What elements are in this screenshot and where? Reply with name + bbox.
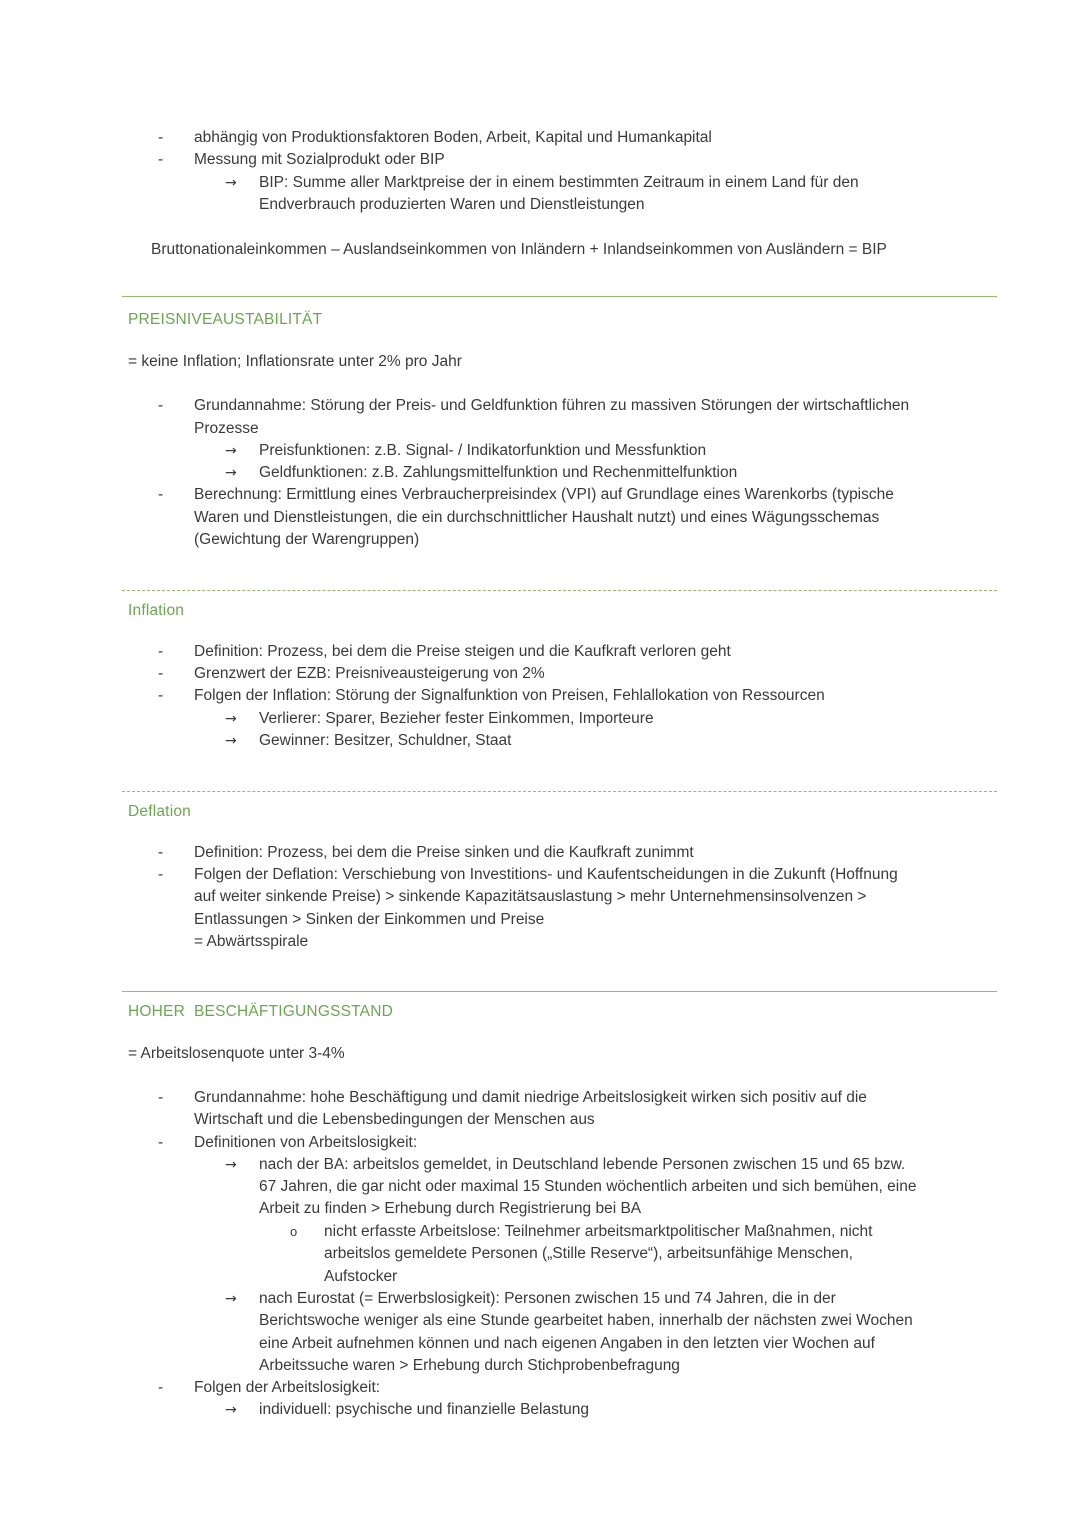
bullet-dash: - xyxy=(158,665,164,682)
preis-definition: = keine Inflation; Inflationsrate unter 2% pro Jahr xyxy=(128,353,462,370)
bullet-dash: - xyxy=(158,1089,164,1106)
heading-inflation: Inflation xyxy=(128,602,185,619)
beschaeftigung-bullet-3: Folgen der Arbeitslosigkeit: xyxy=(194,1379,381,1396)
beschaeftigung-arrow-3: individuell: psychische und finanzielle Belastung xyxy=(259,1401,590,1418)
preis-arrow-1: Preisfunktionen: z.B. Signal- / Indikatorfunktion und Messfunktion xyxy=(259,442,707,459)
arrow-icon: → xyxy=(225,465,237,481)
arrow-icon: → xyxy=(225,1402,237,1418)
beschaeftigung-arrow-2-line-2: Berichtswoche weniger als eine Stunde gearbeitet haben, innerhalb der nächsten zwei Wochen xyxy=(259,1312,913,1329)
bullet-dash: - xyxy=(158,397,164,414)
deflation-bullet-2-line-1: Folgen der Deflation: Verschiebung von Investitions- und Kaufentscheidungen in die Zukunft (Hoffnung xyxy=(194,866,898,883)
bullet-dash: - xyxy=(158,486,164,503)
beschaeftigung-definition: = Arbeitslosenquote unter 3-4% xyxy=(128,1045,345,1062)
beschaeftigung-arrow-2-line-4: Arbeitssuche waren > Erhebung durch Stichprobenbefragung xyxy=(259,1357,680,1374)
arrow-icon: → xyxy=(225,711,237,727)
inflation-bullet-3: Folgen der Inflation: Störung der Signalfunktion von Preisen, Fehlallokation von Ressourcen xyxy=(194,687,825,704)
bullet-dash: - xyxy=(158,844,164,861)
preis-bullet-1-line-2: Prozesse xyxy=(194,420,259,437)
inflation-arrow-1: Verlierer: Sparer, Bezieher fester Einkommen, Importeure xyxy=(259,710,654,727)
preis-bullet-1-line-1: Grundannahme: Störung der Preis- und Geldfunktion führen zu massiven Störungen der wirtschaftlichen xyxy=(194,397,910,414)
heading-preisniveaustabilitaet: PREISNIVEAUSTABILITÄT xyxy=(128,311,323,328)
bullet-dash: - xyxy=(158,687,164,704)
intro-arrow-1-line-1: BIP: Summe aller Marktpreise der in einem bestimmten Zeitraum in einem Land für den xyxy=(259,174,859,191)
bullet-dash: - xyxy=(158,643,164,660)
beschaeftigung-arrow-1-line-3: Arbeit zu finden > Erhebung durch Registrierung bei BA xyxy=(259,1200,642,1217)
bnp-formula: Bruttonationaleinkommen – Auslandseinkommen von Inländern + Inlandseinkommen von Ausländern = BIP xyxy=(151,241,887,258)
bullet-dash: - xyxy=(158,866,164,883)
intro-bullet-1: abhängig von Produktionsfaktoren Boden, Arbeit, Kapital und Humankapital xyxy=(194,129,712,146)
beschaeftigung-sub-1-line-1: nicht erfasste Arbeitslose: Teilnehmer arbeitsmarktpolitischer Maßnahmen, nicht xyxy=(324,1223,873,1240)
deflation-bullet-2-line-3: Entlassungen > Sinken der Einkommen und Preise xyxy=(194,911,545,928)
bullet-dash: - xyxy=(158,129,164,146)
beschaeftigung-sub-1-line-2: arbeitslos gemeldete Personen („Stille Reserve“), arbeitsunfähige Menschen, xyxy=(324,1245,853,1262)
arrow-icon: → xyxy=(225,443,237,459)
inflation-arrow-2: Gewinner: Besitzer, Schuldner, Staat xyxy=(259,732,512,749)
deflation-bullet-1: Definition: Prozess, bei dem die Preise sinken und die Kaufkraft zunimmt xyxy=(194,844,694,861)
preis-bullet-2-line-3: (Gewichtung der Warengruppen) xyxy=(194,531,420,548)
heading-beschaeftigungsstand: HOHER BESCHÄFTIGUNGSSTAND xyxy=(128,1003,393,1020)
arrow-icon: → xyxy=(225,1291,237,1307)
section-divider xyxy=(122,991,997,992)
bullet-dash: - xyxy=(158,1134,164,1151)
beschaeftigung-bullet-1-line-2: Wirtschaft und die Lebensbedingungen der Menschen aus xyxy=(194,1111,595,1128)
arrow-icon: → xyxy=(225,733,237,749)
bullet-dash: - xyxy=(158,151,164,168)
beschaeftigung-arrow-1-line-1: nach der BA: arbeitslos gemeldet, in Deutschland lebende Personen zwischen 15 und 65 bzw. xyxy=(259,1156,906,1173)
beschaeftigung-arrow-2-line-1: nach Eurostat (= Erwerbslosigkeit): Personen zwischen 15 und 74 Jahren, die in der xyxy=(259,1290,836,1307)
arrow-icon: → xyxy=(225,175,237,191)
inflation-bullet-2: Grenzwert der EZB: Preisniveausteigerung von 2% xyxy=(194,665,545,682)
preis-bullet-2-line-2: Waren und Dienstleistungen, die ein durchschnittlicher Haushalt nutzt) und eines Wägungsschemas xyxy=(194,509,880,526)
inflation-bullet-1: Definition: Prozess, bei dem die Preise steigen und die Kaufkraft verloren geht xyxy=(194,643,731,660)
subsection-divider xyxy=(122,791,997,792)
preis-bullet-2-line-1: Berechnung: Ermittlung eines Verbraucherpreisindex (VPI) auf Grundlage eines Warenkorbs (typische xyxy=(194,486,894,503)
bullet-dash: - xyxy=(158,1379,164,1396)
beschaeftigung-sub-1-line-3: Aufstocker xyxy=(324,1268,398,1285)
beschaeftigung-arrow-2-line-3: eine Arbeit aufnehmen können und nach eigenen Angaben in den letzten vier Wochen auf xyxy=(259,1335,875,1352)
preis-arrow-2: Geldfunktionen: z.B. Zahlungsmittelfunktion und Rechenmittelfunktion xyxy=(259,464,738,481)
deflation-bullet-2-line-4: = Abwärtsspirale xyxy=(194,933,309,950)
intro-bullet-2: Messung mit Sozialprodukt oder BIP xyxy=(194,151,445,168)
section-divider xyxy=(122,296,997,297)
beschaeftigung-bullet-2: Definitionen von Arbeitslosigkeit: xyxy=(194,1134,418,1151)
arrow-icon: → xyxy=(225,1157,237,1173)
intro-arrow-1-line-2: Endverbrauch produzierten Waren und Dienstleistungen xyxy=(259,196,645,213)
circle-bullet-icon: o xyxy=(290,1224,298,1239)
heading-deflation: Deflation xyxy=(128,803,191,820)
beschaeftigung-bullet-1-line-1: Grundannahme: hohe Beschäftigung und damit niedrige Arbeitslosigkeit wirken sich positiv auf die xyxy=(194,1089,867,1106)
subsection-divider xyxy=(122,590,997,591)
beschaeftigung-arrow-1-line-2: 67 Jahren, die gar nicht oder maximal 15 Stunden wöchentlich arbeiten und sich bemühen, eine xyxy=(259,1178,917,1195)
deflation-bullet-2-line-2: auf weiter sinkende Preise) > sinkende Kapazitätsauslastung > mehr Unternehmensinsolvenzen > xyxy=(194,888,867,905)
